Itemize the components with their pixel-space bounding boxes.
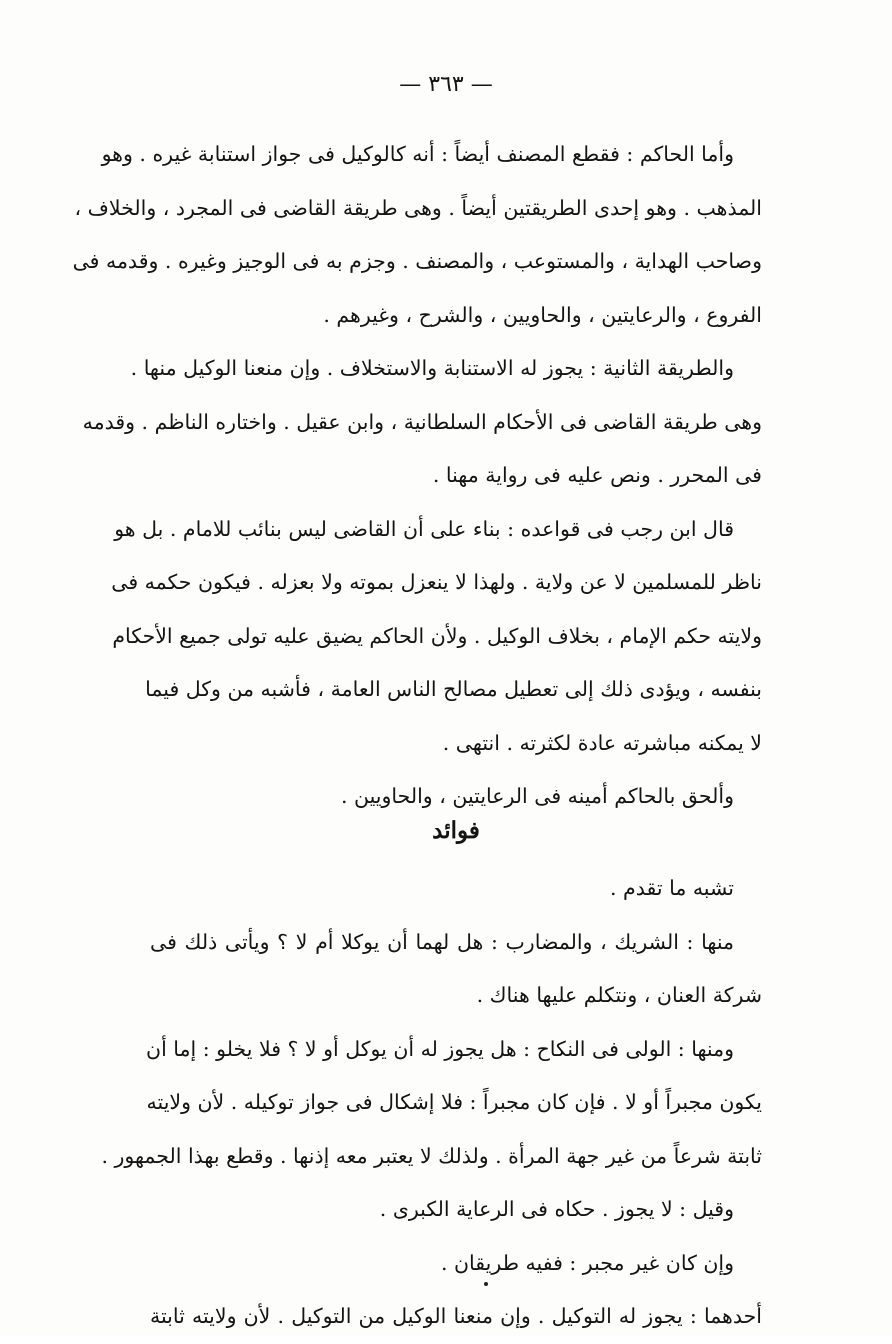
text-line: ومنها : الولى فى النكاح : هل يجوز له أن يوكل أو لا ؟ فلا يخلو : إما أن [146, 1036, 734, 1061]
text-line: والطريقة الثانية : يجوز له الاستنابة والاستخلاف . وإن منعنا الوكيل منها . [130, 356, 734, 380]
text-line: شركة العنان ، ونتكلم عليها هناك . [476, 983, 762, 1007]
text-line: يكون مجبراً أو لا . فإن كان مجبراً : فلا إشكال فى جواز توكيله . لأن ولايته [146, 1090, 762, 1114]
ink-dot [484, 1282, 488, 1286]
text-line: بنفسه ، ويؤدى ذلك إلى تعطيل مصالح الناس العامة ، فأشبه من وكل فيما [145, 677, 762, 701]
text-block-lower [101, 800, 762, 1344]
text-line: المذهب . وهو إحدى الطريقتين أيضاً . وهى طريقة القاضى فى المجرد ، والخلاف ، [74, 195, 762, 220]
text-line: فى المحرر . ونص عليه فى رواية مهنا . [432, 463, 762, 487]
text-line: وهى طريقة القاضى فى الأحكام السلطانية ، وابن عقيل . واختاره الناظم . وقدمه [82, 409, 762, 434]
text-block-upper [72, 128, 762, 824]
text-line: وقيل : لا يجوز . حكاه فى الرعاية الكبرى . [379, 1197, 734, 1221]
text-line: أحدهما : يجوز له التوكيل . وإن منعنا الوكيل من التوكيل . لأن ولايته ثابتة [150, 1304, 762, 1328]
text-line: وألحق بالحاكم أمينه فى الرعايتين ، والحاويين . [340, 784, 734, 808]
text-line: الفروع ، والرعايتين ، والحاويين ، والشرح ، وغيرهم . [323, 302, 762, 327]
page-number: — ٣٦٣ — [399, 72, 493, 97]
text-line: قال ابن رجب فى قواعده : بناء على أن القاضى ليس بنائب للامام . بل هو [114, 516, 734, 541]
text-line: وصاحب الهداية ، والمستوعب ، والمصنف . وجزم به فى الوجيز وغيره . وقدمه فى [72, 249, 762, 273]
text-line: ولايته حكم الإمام ، بخلاف الوكيل . ولأن الحاكم يضيق عليه تولى جميع الأحكام [112, 623, 762, 648]
text-line: لا يمكنه مباشرته عادة لكثرته . انتهى . [442, 730, 762, 755]
text-line: تشبه ما تقدم . [610, 876, 734, 900]
section-heading: فوائد [432, 817, 480, 844]
text-line: منها : الشريك ، والمضارب : هل لهما أن يوكلا أم لا ؟ ويأتى ذلك فى [150, 929, 734, 954]
text-line: وإن كان غير مجبر : ففيه طريقان . [440, 1250, 734, 1275]
text-line: ثابتة شرعاً من غير جهة المرأة . ولذلك لا يعتبر معه إذنها . وقطع بهذا الجمهور . [101, 1143, 762, 1168]
text-line: ناظر للمسلمين لا عن ولاية . ولهذا لا ينعزل بموته ولا بعزله . فيكون حكمه فى [111, 570, 762, 594]
text-line: وأما الحاكم : فقطع المصنف أيضاً : أنه كالوكيل فى جواز استنابة غيره . وهو [101, 142, 734, 166]
